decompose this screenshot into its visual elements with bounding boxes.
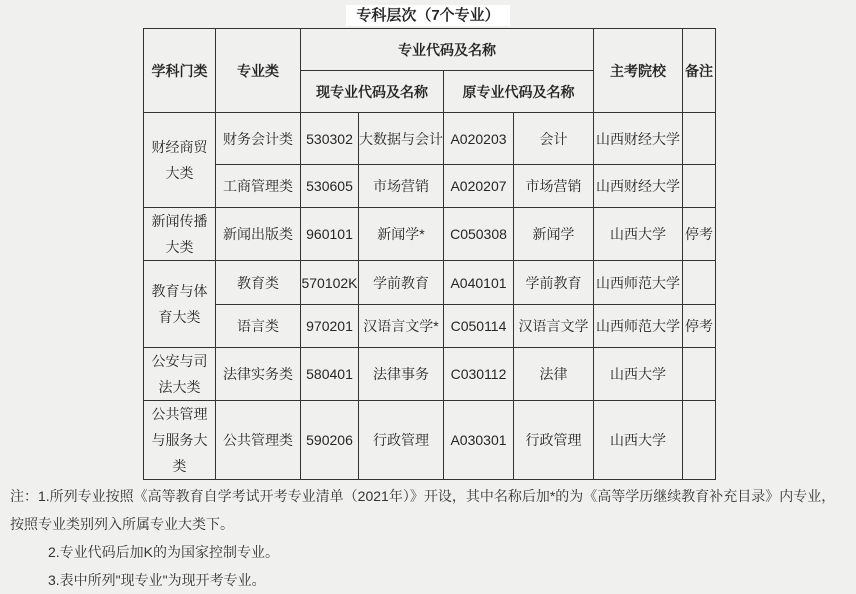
header-row-1 — [144, 29, 716, 71]
cell-current-name: 学前教育 — [359, 261, 444, 305]
cell-former-code: C050308 — [444, 208, 514, 261]
cell-remark — [683, 113, 716, 165]
cell-university: 山西财经大学 — [594, 165, 683, 208]
cell-current-name: 市场营销 — [359, 165, 444, 208]
cell-category: 教育与体育大类 — [144, 261, 216, 348]
cell-former-code: C030112 — [444, 348, 514, 401]
cell-current-name: 法律事务 — [359, 348, 444, 401]
note-line: 2.专业代码后加K的为国家控制专业。 — [48, 544, 280, 560]
cell-former-name: 法律 — [514, 348, 594, 401]
header-subject-category: 学科门类 — [144, 29, 216, 113]
table-row — [144, 401, 716, 480]
cell-major-class: 财务会计类 — [216, 113, 301, 165]
cell-current-code: 960101 — [301, 208, 359, 261]
cell-current-code: 570102K — [301, 261, 359, 305]
cell-university: 山西大学 — [594, 348, 683, 401]
page-title: 专科层次（7个专业） — [346, 5, 509, 26]
note-text: 1.所列专业按照《高等教育自学考试开考专业清单（2021年）》开设，其中名称后加*的为《高等学历继续教育补充目录》内专业，按照专业类别列入所属专业大类下。 — [10, 488, 836, 532]
cell-major-class: 教育类 — [216, 261, 301, 305]
cell-current-name: 行政管理 — [359, 401, 444, 480]
cell-remark — [683, 261, 716, 305]
cell-former-name: 新闻学 — [514, 208, 594, 261]
table-row — [144, 261, 716, 305]
table-row — [144, 305, 716, 348]
cell-former-code: A040101 — [444, 261, 514, 305]
cell-category: 财经商贸大类 — [144, 113, 216, 208]
cell-remark — [683, 348, 716, 401]
cell-remark — [683, 165, 716, 208]
cell-current-name: 大数据与会计 — [359, 113, 444, 165]
cell-major-class: 法律实务类 — [216, 348, 301, 401]
majors-table — [143, 28, 716, 480]
cell-current-code: 970201 — [301, 305, 359, 348]
cell-category: 公安与司法大类 — [144, 348, 216, 401]
note-line — [10, 482, 846, 538]
cell-university: 山西师范大学 — [594, 305, 683, 348]
notes-section — [10, 482, 846, 594]
cell-current-code: 530605 — [301, 165, 359, 208]
cell-current-name: 汉语言文学* — [359, 305, 444, 348]
header-major-class: 专业类 — [216, 29, 301, 113]
cell-former-name: 行政管理 — [514, 401, 594, 480]
header-code-and-name: 专业代码及名称 — [301, 29, 594, 71]
cell-former-name: 汉语言文学 — [514, 305, 594, 348]
cell-former-code: A030301 — [444, 401, 514, 480]
title-bar — [0, 0, 856, 28]
note-line: 3.表中所列"现专业"为现开考专业。 — [48, 572, 266, 588]
cell-category: 公共管理与服务大类 — [144, 401, 216, 480]
cell-major-class: 公共管理类 — [216, 401, 301, 480]
cell-remark: 停考 — [683, 305, 716, 348]
cell-former-code: A020207 — [444, 165, 514, 208]
cell-former-name: 学前教育 — [514, 261, 594, 305]
header-current-code-name: 现专业代码及名称 — [301, 71, 444, 113]
cell-former-code: C050114 — [444, 305, 514, 348]
cell-university: 山西财经大学 — [594, 113, 683, 165]
header-remarks: 备注 — [683, 29, 716, 113]
cell-current-code: 580401 — [301, 348, 359, 401]
table-row — [144, 348, 716, 401]
cell-current-code: 590206 — [301, 401, 359, 480]
cell-former-name: 市场营销 — [514, 165, 594, 208]
note-prefix: 注： — [10, 488, 38, 504]
header-chief-examiner: 主考院校 — [594, 29, 683, 113]
cell-current-name: 新闻学* — [359, 208, 444, 261]
cell-former-code: A020203 — [444, 113, 514, 165]
table-row — [144, 208, 716, 261]
cell-former-name: 会计 — [514, 113, 594, 165]
cell-major-class: 语言类 — [216, 305, 301, 348]
cell-current-code: 530302 — [301, 113, 359, 165]
cell-category: 新闻传播大类 — [144, 208, 216, 261]
header-former-code-name: 原专业代码及名称 — [444, 71, 594, 113]
table-row — [144, 165, 716, 208]
cell-major-class: 新闻出版类 — [216, 208, 301, 261]
cell-university: 山西大学 — [594, 208, 683, 261]
table-row — [144, 113, 716, 165]
cell-remark: 停考 — [683, 208, 716, 261]
cell-university: 山西师范大学 — [594, 261, 683, 305]
cell-remark — [683, 401, 716, 480]
cell-university: 山西大学 — [594, 401, 683, 480]
cell-major-class: 工商管理类 — [216, 165, 301, 208]
